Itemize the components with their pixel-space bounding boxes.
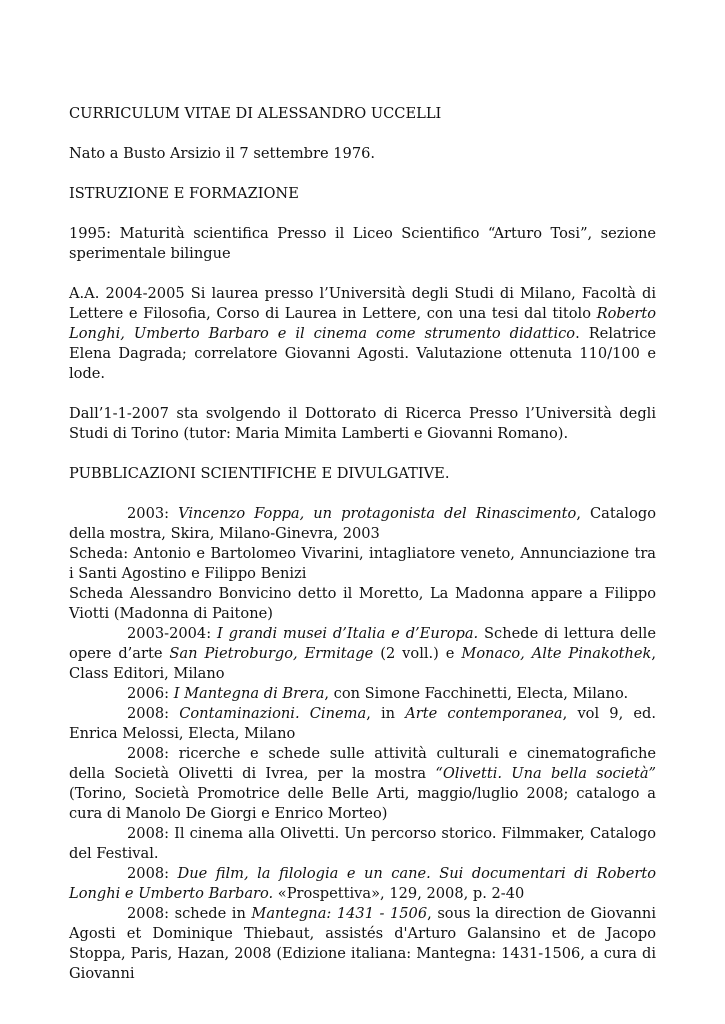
- pub-2008-olivetti: [69, 744, 656, 824]
- pub-title: I Mantegna di Brera: [173, 685, 325, 702]
- pub-details: 2008: ricerche e schede sulle attività culturali e cinematografiche della Società Olivetti di Ivrea, per la mostra: [69, 745, 656, 782]
- pub-details: «Prospettiva», 129, 2008, p. 2-40: [273, 885, 525, 902]
- pub-details: 2008: schede in: [127, 905, 252, 922]
- pub-title: Arte contemporanea: [405, 705, 563, 722]
- birth-line: Nato a Busto Arsizio il 7 settembre 1976.: [69, 145, 376, 162]
- pub-2003: [69, 504, 656, 544]
- pub-2008-cinema-olivetti: 2008: Il cinema alla Olivetti. Un percorso storico. Filmmaker, Catalogo del Festival.: [69, 825, 656, 862]
- pub-title: Mantegna: 1431 - 1506: [251, 905, 428, 922]
- pub-2003-2004: [69, 624, 656, 684]
- pub-year: 2008:: [127, 865, 178, 882]
- section-heading-education: ISTRUZIONE E FORMAZIONE: [69, 185, 299, 202]
- pub-2008-contaminazioni: [69, 704, 656, 744]
- education-1995: 1995: Maturità scientifica Presso il Liceo Scientifico “Arturo Tosi”, sezione sperimentale bilingue: [69, 225, 656, 262]
- cv-page: [69, 104, 656, 984]
- pub-year: 2008:: [127, 705, 180, 722]
- cv-title: CURRICULUM VITAE DI ALESSANDRO UCCELLI: [69, 105, 442, 122]
- pub-details: Schede di lettura delle opere d’arte: [69, 625, 656, 662]
- pub-scheda-moretto: Scheda Alessandro Bonvicino detto il Moretto, La Madonna appare a Filippo Viotti (Madonna di Paitone): [69, 585, 656, 622]
- pub-details: (2 voll.) e: [373, 645, 462, 662]
- pub-details: , in: [366, 705, 406, 722]
- pub-year: 2003:: [127, 505, 179, 522]
- degree-text-end: . Relatrice Elena Dagrada; correlatore Giovanni Agosti. Valutazione ottenuta 110/100 e lode.: [69, 325, 657, 382]
- pub-2008-due-film: [69, 864, 656, 904]
- pub-details: , Class Editori, Milano: [69, 645, 657, 682]
- pub-title: Due film, la filologia e un cane. Sui documentari di Roberto Longhi e Umberto Barbaro.: [69, 865, 656, 902]
- pub-scheda-vivarini: Scheda: Antonio e Bartolomeo Vivarini, intagliatore veneto, Annunciazione tra i Santi Agostino e Filippo Benizi: [69, 545, 656, 582]
- pub-details: , vol 9, ed. Enrica Melossi, Electa, Milano: [69, 705, 657, 742]
- pub-details: (Torino, Società Promotrice delle Belle Arti, maggio/luglio 2008; catalogo a cura di Manolo De Giorgi e Enrico Morteo): [69, 785, 656, 822]
- education-degree: [69, 284, 656, 384]
- pub-title: Vincenzo Foppa, un protagonista del Rinascimento: [178, 505, 577, 522]
- thesis-title: Roberto Longhi, Umberto Barbaro e il cinema come strumento didattico: [69, 305, 656, 342]
- pub-title: “Olivetti. Una bella società”: [435, 765, 656, 782]
- pub-title: Contaminazioni. Cinema: [179, 705, 367, 722]
- pub-title: San Pietroburgo, Ermitage: [169, 645, 374, 662]
- pub-title: Monaco, Alte Pinakothek: [461, 645, 652, 662]
- pub-title: I grandi musei d’Italia e d’Europa.: [217, 625, 479, 642]
- pub-2008-mantegna: [69, 904, 656, 984]
- section-heading-publications: PUBBLICAZIONI SCIENTIFICHE E DIVULGATIVE.: [69, 465, 450, 482]
- pub-year: 2006:: [127, 685, 174, 702]
- pub-details: , sous la direction de Giovanni Agosti et Dominique Thiebaut, assistés d'Arturo Galansino et de Jacopo Stoppa, Paris, Hazan, 2008 (Edizione italiana: Mantegna: 1431-1506, a cura di Giovanni: [69, 905, 657, 982]
- pub-details: , Catalogo della mostra, Skira, Milano-Ginevra, 2003: [69, 505, 656, 542]
- degree-text: A.A. 2004-2005 Si laurea presso l’Università degli Studi di Milano, Facoltà di Lettere e Filosofia, Corso di Laurea in Lettere, con una tesi dal titolo: [69, 285, 656, 322]
- pub-2006: [69, 684, 656, 704]
- education-doctorate: Dall’1-1-2007 sta svolgendo il Dottorato di Ricerca Presso l’Università degli Studi di Torino (tutor: Maria Mimita Lamberti e Giovanni Romano).: [69, 405, 656, 442]
- pub-year: 2003-2004:: [127, 625, 218, 642]
- pub-details: , con Simone Facchinetti, Electa, Milano.: [324, 685, 629, 702]
